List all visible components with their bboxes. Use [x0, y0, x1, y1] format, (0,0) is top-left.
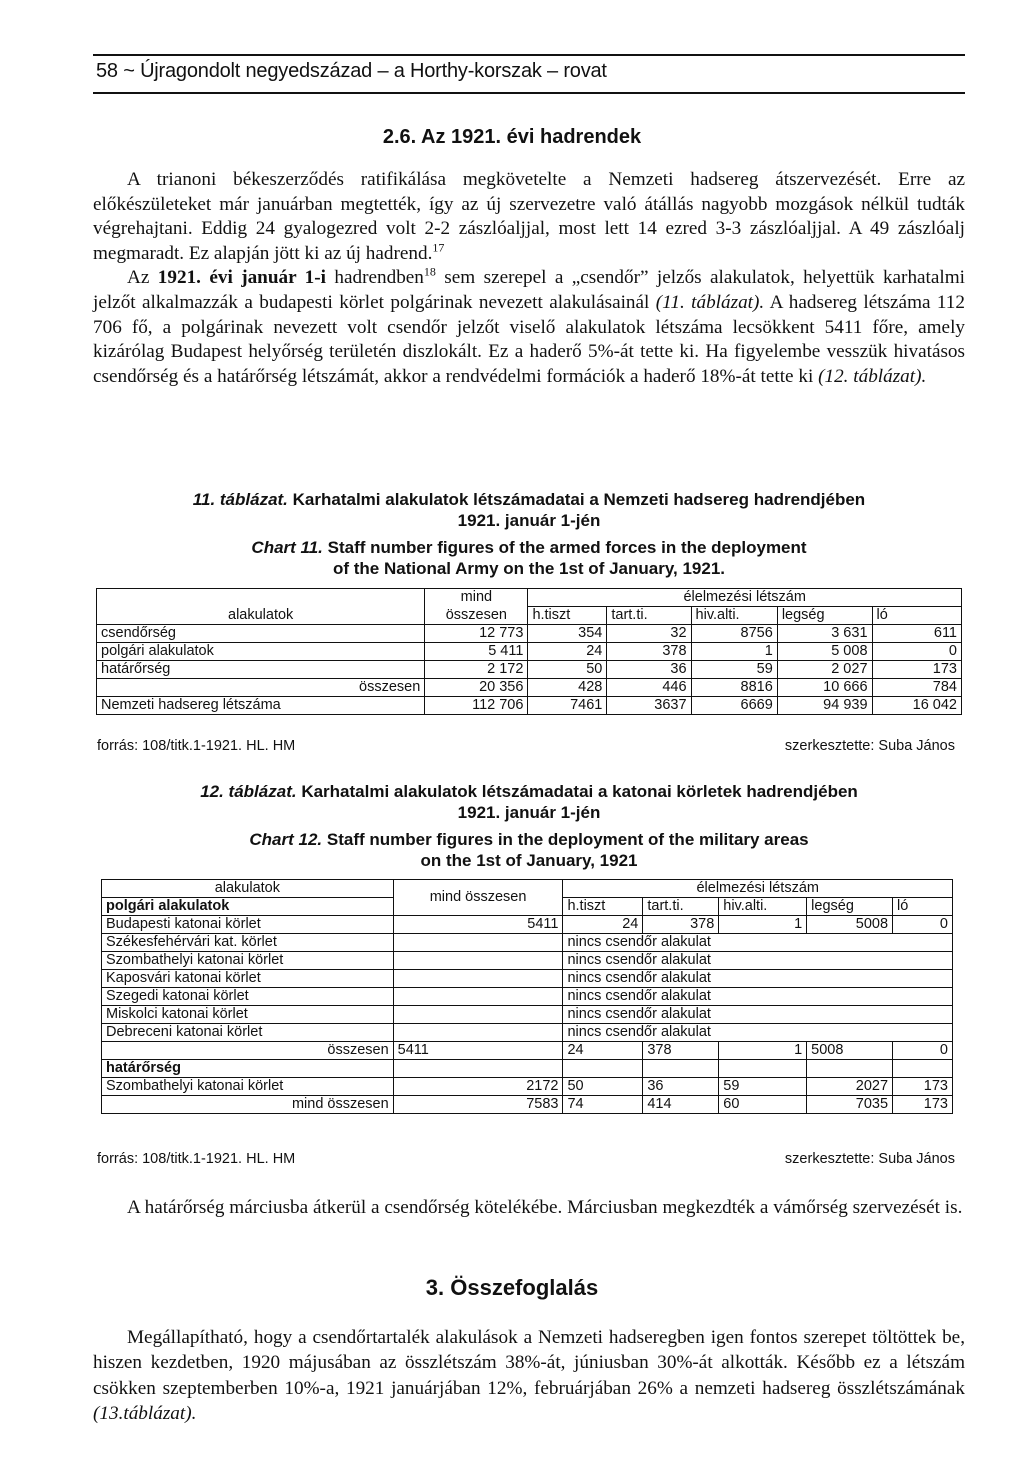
row-label: Szombathelyi katonai körlet — [102, 952, 394, 970]
summary-paragraph — [93, 1325, 965, 1427]
table-12-source: forrás: 108/titk.1-1921. HL. HM — [97, 1151, 296, 1167]
table-11-reference: (11. táblázat). — [655, 291, 765, 313]
table-row — [102, 934, 953, 952]
cell: 2027 — [807, 1078, 893, 1096]
header-bottom-rule — [93, 92, 965, 94]
table-12-caption — [93, 781, 965, 871]
cell: 94 939 — [777, 697, 872, 715]
table-12-section-border — [102, 1060, 953, 1078]
table-row — [102, 1024, 953, 1042]
table-12-header-total: mind összesen — [393, 880, 563, 916]
cell: 8756 — [691, 625, 777, 643]
cell: 59 — [719, 1078, 807, 1096]
cell: 24 — [528, 643, 607, 661]
cell — [807, 1060, 893, 1078]
table-row — [97, 661, 962, 679]
cell: 12 773 — [425, 625, 528, 643]
cell — [643, 1060, 719, 1078]
table-11-header-col: tart.ti. — [607, 607, 691, 625]
row-label: polgári alakulatok — [97, 643, 425, 661]
cell: 74 — [563, 1096, 643, 1114]
paragraph-1-text: A trianoni békeszerződés ratifikálása megkövetelte a Nemzeti hadsereg átszervezését. Erre az előkészületeket már januárban megtették, így az új szervezetre való átállás nagyobb mozgások nélkül tudták végrehajtani. Eddig 24 gyalogezred volt 2-2 zászlóaljjal, most lett 14 ezred 3-3 zászlóaljjal. A 49 zászlóalj megmaradt. Ez alapján jött ki az új hadrend. — [93, 169, 965, 264]
cell: 5 008 — [777, 643, 872, 661]
section-title-3: 3. Összefoglalás — [425, 1275, 599, 1300]
table-11-header-col: legség — [777, 607, 872, 625]
cell: 16 042 — [872, 697, 961, 715]
table-11-header-blank — [97, 589, 425, 607]
table-row — [102, 988, 953, 1006]
cell: 378 — [643, 916, 719, 934]
cell — [563, 1060, 643, 1078]
row-label: Nemzeti hadsereg létszáma — [97, 697, 425, 715]
cell: 378 — [607, 643, 691, 661]
cell: 7035 — [807, 1096, 893, 1114]
table-row — [97, 643, 962, 661]
running-title: Újragondolt negyedszázad – a Horthy-korszak – rovat — [140, 60, 607, 82]
table-12-caption-hu — [93, 781, 965, 802]
table-12-editor: szerkesztette: Suba János — [784, 1151, 955, 1167]
table-11-caption-en — [93, 537, 965, 558]
row-label: Szombathelyi katonai körlet — [102, 1078, 394, 1096]
row-label: Budapesti katonai körlet — [102, 916, 394, 934]
row-label: határőrség — [97, 661, 425, 679]
cell: 446 — [607, 679, 691, 697]
summary-text: Megállapítható, hogy a csendőrtartalék alakulások a Nemzeti hadseregben igen fontos szerepet töltöttek be, hiszen kezdetben, 1920 májusában az összlétszám 38%-át, júniusban 30%-át alkották. Később ez a létszám csökken szeptemberben 10%-a, 1921 januárjában 12%, februárjában 26% a nemzeti hadsereg összlétszámának — [93, 1327, 965, 1399]
table-12-title-en-2: on the 1st of January, 1921 — [420, 851, 638, 870]
table-11-header-col: ló — [872, 607, 961, 625]
paragraph-2-text-a: Az — [127, 267, 158, 289]
cell: 32 — [607, 625, 691, 643]
cell: 50 — [528, 661, 607, 679]
cell: 24 — [563, 1042, 643, 1060]
cell: 20 356 — [425, 679, 528, 697]
cell: 112 706 — [425, 697, 528, 715]
table-11-editor: szerkesztette: Suba János — [784, 738, 955, 754]
table-11-source: forrás: 108/titk.1-1921. HL. HM — [97, 738, 296, 754]
cell: 173 — [893, 1096, 953, 1114]
cell: 24 — [563, 916, 643, 934]
cell: 414 — [643, 1096, 719, 1114]
cell — [893, 1060, 953, 1078]
cell: 173 — [872, 661, 961, 679]
cell: 5411 — [393, 916, 563, 934]
paragraph-2-bold-date: 1921. évi január 1-i — [157, 267, 326, 289]
table-11 — [96, 588, 962, 715]
table-11-label-en: Chart 11. — [251, 538, 323, 557]
table-11-title-hu: Karhatalmi alakulatok létszámadatai a Nemzeti hadsereg hadrendjében — [292, 490, 866, 509]
cell — [393, 1060, 563, 1078]
table-12 — [101, 879, 953, 1114]
after-tables-text: A határőrség márciusba átkerül a csendőrség kötelékébe. Márciusban megkezdték a vámőrség szervezését is. — [127, 1197, 963, 1218]
cell: 378 — [643, 1042, 719, 1060]
cell — [393, 1006, 563, 1024]
table-12-header-civil: polgári alakulatok — [102, 898, 394, 916]
table-row — [102, 1006, 953, 1024]
table-12-title-hu: Karhatalmi alakulatok létszámadatai a katonai körletek hadrendjében — [301, 782, 858, 801]
header-top-rule — [93, 54, 965, 56]
table-12-title-en: Staff number figures in the deployment of the military areas — [326, 830, 809, 849]
cell: 10 666 — [777, 679, 872, 697]
row-label: határőrség — [102, 1060, 394, 1078]
cell: 5 411 — [425, 643, 528, 661]
running-header — [93, 54, 965, 98]
row-label: Miskolci katonai körlet — [102, 1006, 394, 1024]
table-row — [97, 697, 962, 715]
cell: 0 — [893, 916, 953, 934]
table-11-date-hu: 1921. január 1-jén — [457, 511, 601, 530]
table-11-caption-hu — [93, 489, 965, 510]
cell — [719, 1060, 807, 1078]
table-11-header-col: h.tiszt — [528, 607, 607, 625]
cell: 7583 — [393, 1096, 563, 1114]
table-12-header-col: legség — [807, 898, 893, 916]
table-11-caption — [93, 489, 965, 579]
table-11-header-col: hiv.alti. — [691, 607, 777, 625]
table-12-reference: (12. táblázat). — [818, 365, 927, 387]
cell: 2 027 — [777, 661, 872, 679]
table-12-date-hu: 1921. január 1-jén — [457, 803, 601, 822]
paragraph-2 — [93, 266, 965, 389]
table-11-header-group: élelmezési létszám — [528, 589, 962, 607]
cell: 0 — [872, 643, 961, 661]
footnote-ref-18: 18 — [423, 264, 436, 279]
table-11-label-hu: 11. táblázat. — [192, 490, 288, 509]
row-label: Szegedi katonai körlet — [102, 988, 394, 1006]
cell: 50 — [563, 1078, 643, 1096]
cell: 1 — [719, 1042, 807, 1060]
footnote-ref-17: 17 — [432, 240, 445, 255]
cell: 173 — [893, 1078, 953, 1096]
cell: 3637 — [607, 697, 691, 715]
cell: 5411 — [393, 1042, 563, 1060]
cell: 2 172 — [425, 661, 528, 679]
table-12-header-col: ló — [893, 898, 953, 916]
section-title-2-6: 2.6. Az 1921. évi hadrendek — [382, 126, 642, 148]
cell — [393, 1024, 563, 1042]
row-label: Székesfehérvári kat. körlet — [102, 934, 394, 952]
header-text — [96, 60, 607, 83]
table-11-title-en: Staff number figures of the armed forces in the deployment — [327, 538, 807, 557]
after-tables-paragraph — [93, 1196, 965, 1221]
cell: 7461 — [528, 697, 607, 715]
paragraph-2-text-d: A hadsereg létszáma 112 706 fő, a polgárinak nevezett volt csendőr jelzőt viselő alakulatok létszáma lecsökkent 5411 főre, amely kizárólag Budapest helyőrség területén diszlokált. Ez a haderő 5%-át tette ki. Ha figyelembe vesszük hivatásos csendőrség és a határőrség létszámát, akkor a rendvédelmi formációk a haderő 18%-át tette ki — [93, 291, 965, 387]
cell: 5008 — [807, 1042, 893, 1060]
header-separator: ~ — [123, 60, 135, 82]
paragraph-1 — [93, 168, 965, 266]
table-12-header-group: élelmezési létszám — [563, 880, 953, 898]
row-label: Debreceni katonai körlet — [102, 1024, 394, 1042]
cell: 36 — [607, 661, 691, 679]
table-row — [97, 625, 962, 643]
table-12-header-units: alakulatok — [102, 880, 394, 898]
no-unit-cell: nincs csendőr alakulat — [563, 970, 953, 988]
table-row — [102, 916, 953, 934]
cell — [393, 934, 563, 952]
no-unit-cell: nincs csendőr alakulat — [563, 1006, 953, 1024]
cell: 5008 — [807, 916, 893, 934]
no-unit-cell: nincs csendőr alakulat — [563, 1024, 953, 1042]
table-12-label-hu: 12. táblázat. — [200, 782, 297, 801]
table-11-header-total-1: mind — [425, 589, 528, 607]
row-label: csendőrség — [97, 625, 425, 643]
cell — [393, 952, 563, 970]
cell: 354 — [528, 625, 607, 643]
table-12-header-col: h.tiszt — [563, 898, 643, 916]
row-label: összesen — [97, 679, 425, 697]
table-11-header-units: alakulatok — [97, 607, 425, 625]
cell — [393, 988, 563, 1006]
table-12-header-col: tart.ti. — [643, 898, 719, 916]
section-2-6-body — [93, 168, 965, 389]
table-row — [102, 970, 953, 988]
row-label: összesen — [102, 1042, 394, 1060]
table-row — [102, 952, 953, 970]
cell: 428 — [528, 679, 607, 697]
table-11-header-row-1 — [97, 589, 962, 607]
table-row-total — [97, 679, 962, 697]
table-row — [102, 1078, 953, 1096]
table-row-grand-total — [102, 1096, 953, 1114]
table-12-header-col: hiv.alti. — [719, 898, 807, 916]
cell: 0 — [893, 1042, 953, 1060]
table-12-caption-en — [93, 829, 965, 850]
cell: 59 — [691, 661, 777, 679]
row-label: Kaposvári katonai körlet — [102, 970, 394, 988]
cell: 1 — [719, 916, 807, 934]
table-row-total — [102, 1042, 953, 1060]
cell: 3 631 — [777, 625, 872, 643]
paragraph-2-text-c: sem szerepel a „csendőr” jelzős alakulatok, helyettük karhatalmi jelzőt alkalmazzák a budapesti körlet polgárinak nevezett alakulásainál — [93, 267, 965, 313]
cell: 60 — [719, 1096, 807, 1114]
cell: 6669 — [691, 697, 777, 715]
section-3-body — [93, 1325, 965, 1427]
cell: 784 — [872, 679, 961, 697]
cell — [393, 970, 563, 988]
cell: 611 — [872, 625, 961, 643]
cell: 2172 — [393, 1078, 563, 1096]
paragraph-2-text-b: hadrendben — [326, 267, 424, 289]
page-number: 58 — [96, 60, 118, 82]
table-11-title-en-2: of the National Army on the 1st of January, 1921. — [332, 559, 726, 578]
no-unit-cell: nincs csendőr alakulat — [563, 952, 953, 970]
table-11-header-total-2: összesen — [425, 607, 528, 625]
row-label: mind összesen — [102, 1096, 394, 1114]
table-12-header-row-1 — [102, 880, 953, 898]
cell: 1 — [691, 643, 777, 661]
no-unit-cell: nincs csendőr alakulat — [563, 934, 953, 952]
cell: 36 — [643, 1078, 719, 1096]
cell: 8816 — [691, 679, 777, 697]
table-13-reference: (13.táblázat). — [93, 1403, 197, 1425]
table-11-header-row-2 — [97, 607, 962, 625]
no-unit-cell: nincs csendőr alakulat — [563, 988, 953, 1006]
table-12-label-en: Chart 12. — [249, 830, 323, 849]
